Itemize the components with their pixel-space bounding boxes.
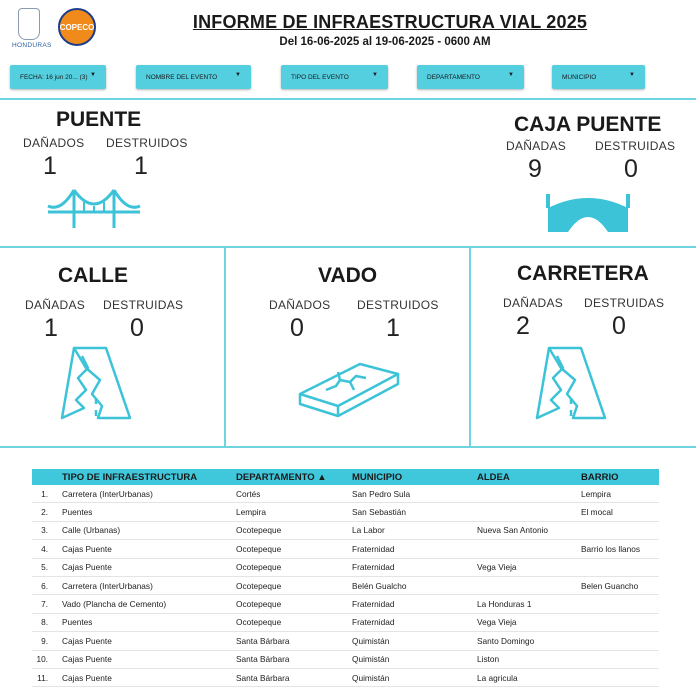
value-danadas: 1	[44, 314, 58, 342]
filter-fecha-label: FECHA: 16 jun 20... (3)	[20, 73, 88, 81]
table-row[interactable]	[32, 650, 659, 668]
cell-aldea: Vega Vieja	[473, 558, 577, 576]
cell-aldea	[473, 576, 577, 594]
cell-municipio: Quimistán	[348, 650, 473, 668]
filter-nombre-evento-label: NOMBRE DEL EVENTO	[146, 73, 218, 81]
cell-tipo: Cajas Puente	[58, 540, 232, 558]
bridge-icon	[44, 184, 144, 232]
card-title: VADO	[318, 264, 378, 287]
chevron-down-icon: ▼	[372, 72, 378, 78]
table-row[interactable]	[32, 613, 659, 631]
filter-municipio-label: MUNICIPIO	[562, 73, 597, 81]
table-row[interactable]	[32, 576, 659, 594]
cell-municipio: Quimistán	[348, 668, 473, 686]
value-danados: 1	[43, 152, 57, 180]
cell-departamento: Ocotepeque	[232, 613, 348, 631]
divider	[0, 446, 696, 448]
cell-municipio: San Sebastián	[348, 503, 473, 521]
row-index: 11.	[32, 668, 58, 686]
cell-departamento: Santa Bárbara	[232, 668, 348, 686]
cell-aldea: Liston	[473, 650, 577, 668]
cell-aldea	[473, 503, 577, 521]
cell-barrio: Lempira	[577, 485, 659, 503]
cracked-road-icon	[533, 346, 609, 422]
cell-aldea: Nueva San Antonio	[473, 521, 577, 539]
filter-tipo-evento-label: TIPO DEL EVENTO	[291, 73, 349, 81]
cell-barrio: Barrio los llanos	[577, 540, 659, 558]
cell-barrio	[577, 558, 659, 576]
row-index: 5.	[32, 558, 58, 576]
cell-tipo: Cajas Puente	[58, 668, 232, 686]
filter-departamento[interactable]	[417, 65, 524, 89]
table-row[interactable]	[32, 558, 659, 576]
cell-municipio: Fraternidad	[348, 540, 473, 558]
cell-tipo: Vado (Plancha de Cemento)	[58, 595, 232, 613]
cell-tipo: Cajas Puente	[58, 558, 232, 576]
cell-departamento: Ocotepeque	[232, 540, 348, 558]
page-subtitle: Del 16-06-2025 al 19-06-2025 - 0600 AM	[279, 36, 491, 48]
label-danadas: DAÑADAS	[25, 298, 86, 312]
column-index-header	[32, 469, 58, 485]
row-index: 9.	[32, 632, 58, 650]
value-destruidos: 1	[134, 152, 148, 180]
cell-municipio: Quimistán	[348, 632, 473, 650]
cell-barrio	[577, 668, 659, 686]
cell-departamento: Santa Bárbara	[232, 632, 348, 650]
column-header-barrio[interactable]: BARRIO	[577, 469, 659, 485]
filter-tipo-evento[interactable]	[281, 65, 388, 89]
cell-tipo: Cajas Puente	[58, 650, 232, 668]
cell-municipio: San Pedro Sula	[348, 485, 473, 503]
cell-aldea: Santo Domingo	[473, 632, 577, 650]
cell-tipo: Puentes	[58, 503, 232, 521]
cell-departamento: Cortés	[232, 485, 348, 503]
card-calle	[0, 248, 224, 446]
cell-departamento: Lempira	[232, 503, 348, 521]
value-destruidas: 0	[130, 314, 144, 342]
table-header-row	[32, 469, 659, 485]
column-header-municipio[interactable]: MUNICIPIO	[348, 469, 473, 485]
table-row[interactable]	[32, 485, 659, 503]
card-title: CARRETERA	[517, 262, 649, 285]
card-puente	[0, 100, 230, 246]
chevron-down-icon: ▼	[508, 72, 514, 78]
cell-departamento: Santa Bárbara	[232, 650, 348, 668]
filter-nombre-evento[interactable]	[136, 65, 251, 89]
cracked-slab-icon	[296, 360, 402, 420]
table-row[interactable]	[32, 503, 659, 521]
column-header-tipo[interactable]: TIPO DE INFRAESTRUCTURA	[58, 469, 232, 485]
cell-tipo: Carretera (InterUrbanas)	[58, 576, 232, 594]
filter-fecha[interactable]	[10, 65, 106, 89]
row-index: 3.	[32, 521, 58, 539]
table-row[interactable]	[32, 540, 659, 558]
cell-aldea	[473, 485, 577, 503]
filter-departamento-label: DEPARTAMENTO	[427, 73, 480, 81]
filter-municipio[interactable]	[552, 65, 645, 89]
cell-aldea	[473, 540, 577, 558]
cell-barrio: Belen Guancho	[577, 576, 659, 594]
card-carretera	[471, 248, 696, 446]
column-header-aldea[interactable]: ALDEA	[473, 469, 577, 485]
cell-tipo: Cajas Puente	[58, 632, 232, 650]
row-index: 1.	[32, 485, 58, 503]
row-index: 4.	[32, 540, 58, 558]
label-danadas: DAÑADAS	[506, 139, 567, 153]
cell-municipio: Fraternidad	[348, 595, 473, 613]
card-caja-puente	[496, 100, 696, 246]
label-destruidas: DESTRUIDAS	[103, 298, 184, 312]
cell-tipo: Calle (Urbanas)	[58, 521, 232, 539]
row-index: 10.	[32, 650, 58, 668]
card-title: PUENTE	[56, 108, 142, 131]
value-danadas: 9	[528, 155, 542, 183]
value-danadas: 2	[516, 312, 530, 340]
cell-aldea: La Honduras 1	[473, 595, 577, 613]
label-destruidos: DESTRUIDOS	[357, 298, 439, 312]
chevron-down-icon: ▼	[90, 72, 96, 78]
box-bridge-icon	[546, 192, 630, 234]
honduras-logo-text: HONDURAS	[12, 42, 52, 49]
cell-municipio: La Labor	[348, 521, 473, 539]
cell-aldea: Vega Vieja	[473, 613, 577, 631]
cell-barrio	[577, 521, 659, 539]
chevron-down-icon: ▼	[235, 72, 241, 78]
row-index: 8.	[32, 613, 58, 631]
cell-tipo: Carretera (InterUrbanas)	[58, 485, 232, 503]
cell-municipio: Fraternidad	[348, 558, 473, 576]
label-danados: DAÑADOS	[269, 298, 331, 312]
card-title: CAJA PUENTE	[514, 113, 662, 136]
label-danados: DAÑADOS	[23, 136, 85, 150]
table-row[interactable]	[32, 668, 659, 686]
label-destruidas: DESTRUIDAS	[595, 139, 676, 153]
table-row[interactable]	[32, 632, 659, 650]
row-index: 7.	[32, 595, 58, 613]
cell-aldea: La agricula	[473, 668, 577, 686]
chevron-down-icon: ▼	[629, 72, 635, 78]
value-destruidas: 0	[624, 155, 638, 183]
row-index: 6.	[32, 576, 58, 594]
cell-departamento: Ocotepeque	[232, 521, 348, 539]
cracked-road-icon	[58, 346, 134, 422]
cell-departamento: Ocotepeque	[232, 558, 348, 576]
row-index: 2.	[32, 503, 58, 521]
label-destruidos: DESTRUIDOS	[106, 136, 188, 150]
cell-departamento: Ocotepeque	[232, 595, 348, 613]
infrastructure-table	[32, 469, 659, 687]
cell-barrio: El mocal	[577, 503, 659, 521]
card-title: CALLE	[58, 264, 128, 287]
cell-barrio	[577, 650, 659, 668]
label-danadas: DAÑADAS	[503, 296, 564, 310]
page-title: INFORME DE INFRAESTRUCTURA VIAL 2025	[192, 12, 588, 32]
cell-departamento: Ocotepeque	[232, 576, 348, 594]
value-destruidas: 0	[612, 312, 626, 340]
table-row[interactable]	[32, 521, 659, 539]
table-row[interactable]	[32, 595, 659, 613]
cell-barrio	[577, 613, 659, 631]
copeco-logo-text: COPECO	[59, 22, 95, 32]
cell-barrio	[577, 595, 659, 613]
card-vado	[226, 248, 469, 446]
column-header-departamento[interactable]: DEPARTAMENTO ▲	[232, 469, 348, 485]
value-danados: 0	[290, 314, 304, 342]
cell-barrio	[577, 632, 659, 650]
cell-municipio: Fraternidad	[348, 613, 473, 631]
value-destruidos: 1	[386, 314, 400, 342]
cell-municipio: Belén Gualcho	[348, 576, 473, 594]
label-destruidas: DESTRUIDAS	[584, 296, 665, 310]
cell-tipo: Puentes	[58, 613, 232, 631]
